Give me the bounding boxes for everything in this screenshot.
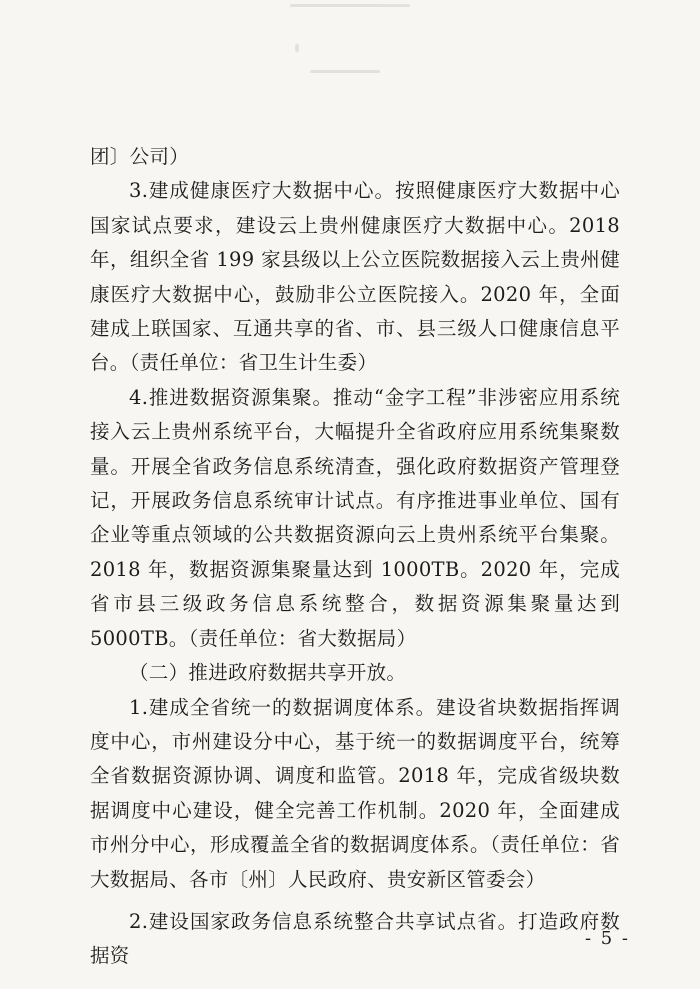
paragraph-health-data-center: 3.建成健康医疗大数据中心。按照健康医疗大数据中心国家试点要求，建设云上贵州健康医疗大数据中心。2018 年，组织全省 199 家县级以上公立医院数据接入云上贵州健康医疗大数据中心，鼓励非公立医院接入。2020 年，全面建成上联国家、互通共享的省、市、县三级人口健康信息平台。（责任单位：省卫生计生委） xyxy=(90,179,620,375)
paragraph-continuation: 团〕公司） xyxy=(90,145,190,168)
page-number: - 5 - xyxy=(584,928,630,949)
paragraph-data-aggregation: 4.推进数据资源集聚。推动“金字工程”非涉密应用系统接入云上贵州系统平台，大幅提升全省政府应用系统集聚数量。开展全省政务信息系统清查，强化政府数据资产管理登记，开展政务信息系统审计试点。有序推进事业单位、国有企业等重点领域的公共数据资源向云上贵州系统平台集聚。2018 年，数据资源集聚量达到 1000TB。2020 年，完成省市县三级政务信息系统整合，数据资源集聚量达到 5000TB。（责任单位：省大数据局） xyxy=(90,385,620,650)
paragraph-pilot-province: 2.建设国家政务信息系统整合共享试点省。打造政府数据资 xyxy=(90,909,620,968)
paragraph-data-dispatch-system: 1.建成全省统一的数据调度体系。建设省块数据指挥调度中心，市州建设分中心，基于统一的数据调度平台，统筹全省数据资源协调、调度和监管。2018 年，完成省级块数据调度中心建设，健全完善工作机制。2020 年，全面建成市州分中心，形成覆盖全省的数据调度体系。（责任单位：省大数据局、各市〔州〕人民政府、贵安新区管委会） xyxy=(90,695,620,891)
bleed-through-marks xyxy=(250,0,450,80)
section-heading-data-sharing: （二）推进政府数据共享开放。 xyxy=(129,661,407,685)
body-text xyxy=(90,140,620,974)
